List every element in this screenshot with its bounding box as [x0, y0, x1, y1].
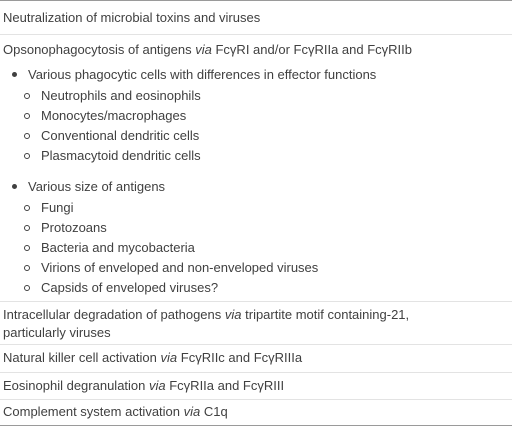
list-heading: Various phagocytic cells with differences in effector functions [28, 67, 377, 82]
row-divider [0, 344, 512, 345]
row-intracellular-degradation-cont [3, 323, 512, 343]
row-text: tripartite motif containing-21, [241, 307, 410, 322]
row-text: Intracellular degradation of pathogens [3, 307, 225, 322]
list-item-label: Neutrophils and eosinophils [41, 88, 201, 103]
row-complement-activation [3, 402, 512, 422]
list-item-label: Virions of enveloped and non-enveloped viruses [41, 260, 319, 275]
row-divider [0, 372, 512, 373]
table-top-rule [0, 0, 512, 1]
list-item-label: Monocytes/macrophages [41, 108, 187, 123]
list-item-label: Fungi [41, 200, 74, 215]
row-text: FcγRIIa and FcγRIII [165, 378, 285, 393]
list-heading: Various size of antigens [28, 179, 166, 194]
row-text: FcγRI and/or FcγRIIa and FcγRIIb [211, 42, 412, 57]
row-text: C1q [200, 404, 228, 419]
list-item-label: Capsids of enveloped viruses? [41, 280, 219, 295]
row-intracellular-degradation [3, 305, 512, 325]
via-italic: via [149, 378, 166, 393]
row-text: FcγRIIc and FcγRIIIa [177, 350, 303, 365]
via-italic: via [224, 307, 242, 322]
row-eosinophil-degranulation [3, 376, 512, 396]
row-text: particularly viruses [3, 325, 111, 340]
row-text: Natural killer cell activation [3, 350, 161, 365]
row-text: Eosinophil degranulation [3, 378, 149, 393]
row-neutralization [3, 8, 512, 28]
list-item-label: Bacteria and mycobacteria [41, 240, 195, 255]
row-divider [0, 301, 512, 302]
row-text: Opsonophagocytosis of antigens [3, 42, 196, 57]
row-nk-activation [3, 348, 512, 368]
via-italic: via [160, 350, 178, 365]
list-item-label: Conventional dendritic cells [41, 128, 200, 143]
row-divider [0, 34, 512, 35]
via-italic: via [195, 42, 212, 57]
row-text: Neutralization of microbial toxins and viruses [3, 10, 261, 25]
list-item-label: Protozoans [41, 220, 107, 235]
list-item-label: Plasmacytoid dendritic cells [41, 148, 201, 163]
row-opsonophagocytosis [3, 40, 512, 60]
row-text: Complement system activation [3, 404, 184, 419]
row-divider [0, 399, 512, 400]
via-italic: via [183, 404, 201, 419]
